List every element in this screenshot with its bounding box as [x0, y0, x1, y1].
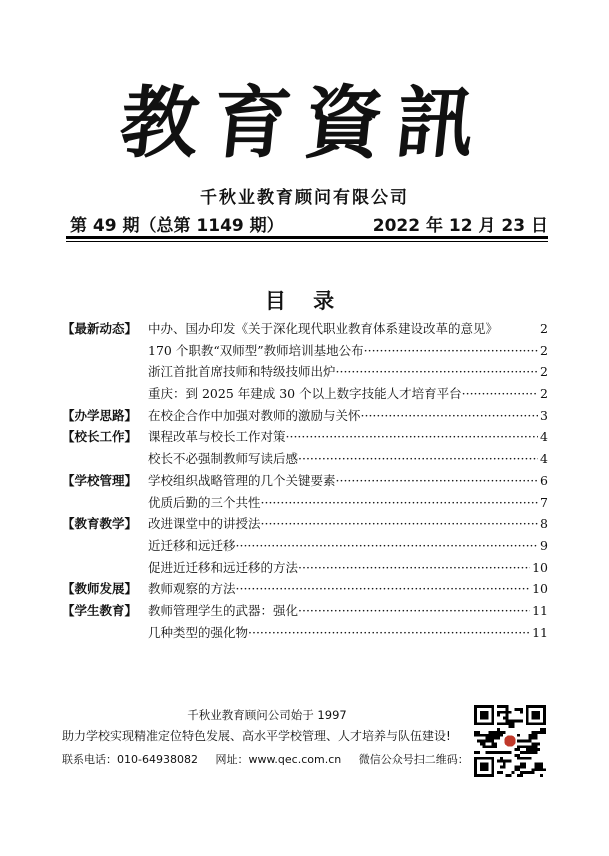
toc-entry[interactable]: [148, 470, 548, 492]
toc-category: 【学校管理】: [62, 472, 138, 488]
footer-contact: [62, 748, 472, 772]
header-rule-thick: [66, 236, 548, 239]
toc-page-number: 11: [532, 624, 548, 640]
footer: [62, 706, 472, 772]
toc-entry-title: 教师观察的方法: [148, 581, 236, 597]
toc-leader-dots: [286, 426, 539, 448]
toc-row[interactable]: [62, 578, 548, 600]
toc-entry-title: 在校企合作中加强对教师的激励与关怀: [148, 407, 361, 423]
toc-entry-title: 中办、国办印发《关于深化现代职业教育体系建设改革的意见》: [148, 321, 499, 336]
toc-leader-dots: [298, 600, 530, 622]
toc-page-number: 6: [540, 472, 548, 488]
toc-page-number: 3: [540, 407, 548, 423]
toc-entry[interactable]: [148, 318, 548, 340]
toc-entry[interactable]: [148, 361, 548, 383]
toc-entry-title: 教师管理学生的武器：强化: [148, 602, 299, 618]
toc-entry-title: 170 个职教“双师型”教师培训基地公布: [148, 342, 364, 358]
toc-leader-dots: [336, 470, 539, 492]
toc-page-number: 8: [540, 516, 548, 532]
toc-row[interactable]: [62, 405, 548, 427]
toc-entry[interactable]: [148, 426, 548, 448]
footer-since: 千秋业教育顾问公司始于 1997: [187, 708, 347, 722]
toc-entry-title: 重庆：到 2025 年建成 30 个以上数字技能人才培育平台: [148, 386, 462, 402]
toc-category: 【学生教育】: [62, 602, 138, 618]
toc-category: 【校长工作】: [62, 429, 138, 445]
toc-page-number: 7: [540, 494, 548, 510]
toc-leader-dots: [298, 557, 530, 579]
toc-leader-dots: [236, 535, 539, 557]
toc-entry[interactable]: [148, 448, 548, 470]
toc-leader-dots: [364, 340, 538, 362]
toc-category: 【教师发展】: [62, 581, 138, 597]
toc-page-number: 4: [540, 429, 548, 445]
toc-leader-dots: [248, 622, 530, 644]
footer-slogan: 助力学校实现精准定位特色发展、高水平学校管理、人才培养与队伍建设!: [62, 729, 451, 743]
toc-row[interactable]: [62, 492, 548, 514]
toc-entry[interactable]: [148, 578, 548, 600]
toc-category: 【办学思路】: [62, 407, 138, 423]
company-name: 千秋业教育顾问有限公司: [200, 188, 409, 208]
toc-leader-dots: [336, 361, 539, 383]
toc-leader-dots: [298, 448, 538, 470]
toc-page-number: 9: [540, 537, 548, 553]
toc-entry-title: 几种类型的强化物: [148, 624, 249, 640]
table-of-contents: [62, 318, 548, 643]
toc-category: 【教育教学】: [62, 516, 138, 532]
toc-entry-title: 学校组织战略管理的几个关键要素: [148, 472, 336, 488]
toc-entry-title: 课程改革与校长工作对策: [148, 429, 286, 445]
toc-entry[interactable]: [148, 622, 548, 644]
toc-leader-dots: [236, 578, 531, 600]
toc-entry[interactable]: [148, 405, 548, 427]
toc-row[interactable]: [62, 535, 548, 557]
toc-entry-title: 浙江首批首席技师和特级技师出炉: [148, 364, 336, 380]
toc-leader-dots: [361, 405, 539, 427]
toc-entry[interactable]: [148, 383, 548, 405]
toc-leader-dots: [261, 513, 539, 535]
qr-code-icon[interactable]: [474, 705, 546, 777]
toc-title: 目 录: [264, 289, 345, 313]
toc-page-number: 2: [540, 386, 548, 402]
footer-wechat: 微信公众号扫二维码：: [358, 753, 469, 766]
toc-page-number: 11: [532, 602, 548, 618]
toc-page-number: 2: [540, 364, 548, 380]
toc-entry-title: 校长不必强制教师写读后感: [148, 451, 299, 467]
toc-category: 【最新动态】: [62, 321, 138, 336]
toc-row[interactable]: [62, 600, 548, 622]
footer-phone: 联系电话：010-64938082: [62, 753, 198, 766]
footer-website[interactable]: 网址：www.qec.com.cn: [215, 753, 342, 766]
toc-row[interactable]: [62, 622, 548, 644]
toc-page-number: 2: [540, 321, 548, 336]
toc-row[interactable]: [62, 340, 548, 362]
toc-entry[interactable]: [148, 557, 548, 579]
toc-leader-dots: [462, 383, 538, 405]
masthead-title: 教育資訊: [115, 78, 494, 169]
toc-entry-title: 优质后勤的三个共性: [148, 494, 261, 510]
toc-row[interactable]: [62, 318, 548, 340]
toc-entry[interactable]: [148, 492, 548, 514]
toc-entry[interactable]: [148, 600, 548, 622]
toc-entry-title: 改进课堂中的讲授法: [148, 516, 261, 532]
issue-row: [70, 211, 548, 236]
toc-entry[interactable]: [148, 340, 548, 362]
toc-page-number: 2: [540, 342, 548, 358]
toc-row[interactable]: [62, 448, 548, 470]
toc-row[interactable]: [62, 557, 548, 579]
toc-page-number: 10: [532, 559, 548, 575]
toc-entry[interactable]: [148, 535, 548, 557]
toc-entry[interactable]: [148, 513, 548, 535]
toc-entry-title: 促进近迁移和远迁移的方法: [148, 559, 299, 575]
toc-page-number: 10: [532, 581, 548, 597]
toc-row[interactable]: [62, 470, 548, 492]
toc-row[interactable]: [62, 513, 548, 535]
issue-date: 2022 年 12 月 23 日: [372, 216, 548, 236]
issue-number: 第 49 期（总第 1149 期）: [70, 216, 284, 236]
toc-page-number: 4: [540, 451, 548, 467]
header-rule-thin: [66, 241, 548, 242]
toc-entry-title: 近迁移和远迁移: [148, 537, 236, 553]
toc-row[interactable]: [62, 426, 548, 448]
toc-row[interactable]: [62, 383, 548, 405]
toc-leader-dots: [261, 492, 539, 514]
toc-row[interactable]: [62, 361, 548, 383]
